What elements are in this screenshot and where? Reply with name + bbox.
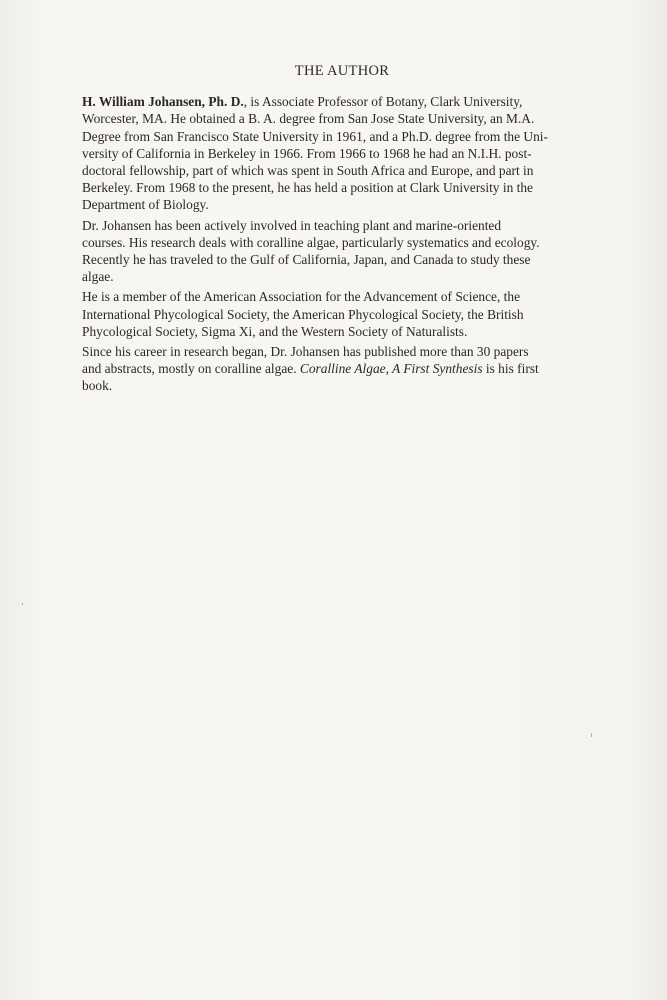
text-line: courses. His research deals with coralline algae, particularly systematics and ecology. xyxy=(82,234,540,250)
text-line: book. xyxy=(82,378,113,394)
text-line: Dr. Johansen has been actively involved in teaching plant and marine-oriented xyxy=(82,217,502,233)
text-line: doctoral fellowship, part of which was spent in South Africa and Europe, and part in xyxy=(82,163,534,179)
text-line: International Phycological Society, the American Phycological Society, the British xyxy=(82,306,524,322)
paragraph-memberships xyxy=(82,288,602,340)
text-line: Degree from San Francisco State University in 1961, and a Ph.D. degree from the Uni- xyxy=(82,128,548,144)
page-title: THE AUTHOR xyxy=(294,63,390,79)
text-line: Berkeley. From 1968 to the present, he has held a position at Clark University in the xyxy=(82,180,533,196)
paper-speck xyxy=(22,603,23,605)
author-section xyxy=(82,63,602,398)
paragraph-teaching xyxy=(82,217,602,286)
text-line: H. William Johansen, Ph. D., is Associate Professor of Botany, Clark University, xyxy=(82,94,523,110)
paper-speck xyxy=(591,733,592,737)
text-line: and abstracts, mostly on coralline algae. Coralline Algae, A First Synthesis is his first xyxy=(82,361,539,377)
text-line: Department of Biology. xyxy=(82,197,209,213)
text-line: algae. xyxy=(82,269,114,285)
paragraph-publications xyxy=(82,343,602,395)
text-line: He is a member of the American Association for the Advancement of Science, the xyxy=(82,289,521,305)
text-line: Recently he has traveled to the Gulf of California, Japan, and Canada to study these xyxy=(82,252,531,268)
text-line: versity of California in Berkeley in 1966. From 1966 to 1968 he had an N.I.H. post- xyxy=(82,145,532,161)
text-line: Since his career in research began, Dr. Johansen has published more than 30 papers xyxy=(82,344,529,360)
author-name: H. William Johansen, Ph. D. xyxy=(82,94,244,110)
paragraph-bio xyxy=(82,93,602,213)
text-line: Worcester, MA. He obtained a B. A. degree from San Jose State University, an M.A. xyxy=(82,111,535,127)
book-title: Coralline Algae, A First Synthesis xyxy=(299,361,483,377)
text-line: Phycological Society, Sigma Xi, and the Western Society of Naturalists. xyxy=(82,323,468,339)
